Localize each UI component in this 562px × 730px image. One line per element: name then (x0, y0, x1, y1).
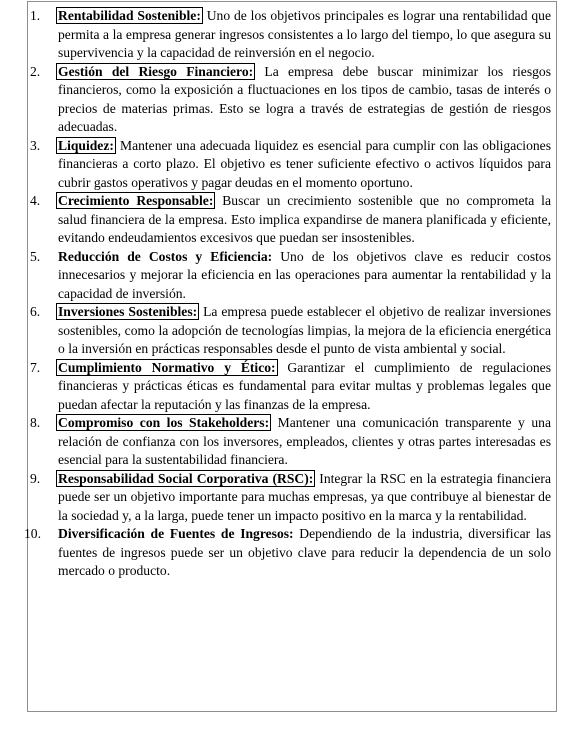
list-item-riesgo (27, 63, 551, 137)
item-title: Crecimiento Responsable: (58, 193, 214, 208)
item-text: Integrar la RSC en la estrategia financiera puede ser un objetivo importante para muchas empresas, ya que contribuye al bienestar de la sociedad y, a la larga, puede tener un impacto positivo en la marca y la rentabilidad. (58, 470, 551, 523)
item-number: 10. (24, 526, 41, 541)
item-title: Rentabilidad Sostenible: (58, 8, 201, 23)
item-text: Uno de los objetivos clave es reducir costos innecesarios y mejorar la eficiencia en las operaciones para aumentar la rentabilidad y la capacidad de inversión. (58, 248, 551, 301)
objectives-list (24, 7, 552, 581)
item-number: 5. (30, 248, 41, 264)
item-text: Dependiendo de la industria, diversificar las fuentes de ingresos puede ser un objetivo clave para reducir la dependencia de un solo mercado o producto. (58, 526, 551, 578)
item-title: Inversiones Sostenibles: (58, 304, 198, 319)
item-title: Responsabilidad Social Corporativa (RSC): (58, 470, 314, 486)
item-text: Mantener una comunicación transparente y una relación de confianza con los inversores, empleados, clientes y otras partes interesadas es esencial para la sustentabilidad financiera. (58, 415, 551, 467)
item-title: Cumplimiento Normativo y Ético: (58, 359, 276, 375)
item-title: Compromiso con los Stakeholders: (58, 415, 270, 430)
list-item-rsc (27, 470, 551, 526)
list-item-liquidez (27, 137, 551, 193)
list-item-costos (27, 248, 551, 304)
item-title: Liquidez: (58, 137, 114, 153)
item-text: Buscar un crecimiento sostenible que no comprometa la salud financiera de la empresa. Esto implica expandirse de manera planificada y eficiente, evitando endeudamientos excesivos que puedan ser insostenibles. (58, 193, 551, 245)
item-number: 1. (30, 8, 41, 23)
item-title: Reducción de Costos y Eficiencia: (58, 248, 273, 264)
item-number: 8. (30, 415, 41, 430)
list-item-inversiones (27, 303, 551, 359)
item-number: 7. (30, 359, 41, 375)
item-text: Mantener una adecuada liquidez es esencial para cumplir con las obligaciones financieras a corto plazo. El objetivo es tener suficiente efectivo o activos líquidos para cubrir gastos operativos y pagar deudas en el momento oportuno. (58, 137, 551, 190)
item-text: La empresa debe buscar minimizar los riesgos financieros, como la exposición a fluctuaciones en los tipos de cambio, tasas de interés o precios de materias primas. Esto se logra a través de estrategias de gestión de riesgos adecuadas. (58, 63, 551, 134)
list-item-stakeholders (27, 414, 551, 470)
item-number: 2. (30, 63, 41, 79)
list-item-rentabilidad (27, 7, 551, 63)
item-number: 3. (30, 137, 41, 153)
item-number: 6. (30, 304, 41, 319)
item-text: Uno de los objetivos principales es lograr una rentabilidad que permita a la empresa generar ingresos consistentes a lo largo del tiempo, lo que asegura su supervivencia y la capacidad de reinversión en el negocio. (58, 8, 552, 60)
list-item-diversificacion (24, 525, 551, 581)
list-item-cumplimiento (27, 359, 551, 415)
item-title: Gestión del Riesgo Financiero: (58, 63, 254, 79)
item-text: La empresa puede establecer el objetivo de realizar inversiones sostenibles, como la adopción de tecnologías limpias, la mejora de la eficiencia energética o la inversión en prácticas responsables desde el punto de vista ambiental y social. (58, 304, 552, 356)
item-title: Diversificación de Fuentes de Ingresos: (58, 526, 294, 541)
item-text: Garantizar el cumplimiento de regulaciones financieras y prácticas éticas es fundamental para evitar multas y problemas legales que puedan afectar la reputación y las finanzas de la empresa. (58, 359, 551, 412)
item-number: 9. (30, 470, 41, 486)
list-item-crecimiento (27, 192, 551, 248)
item-number: 4. (30, 193, 41, 208)
